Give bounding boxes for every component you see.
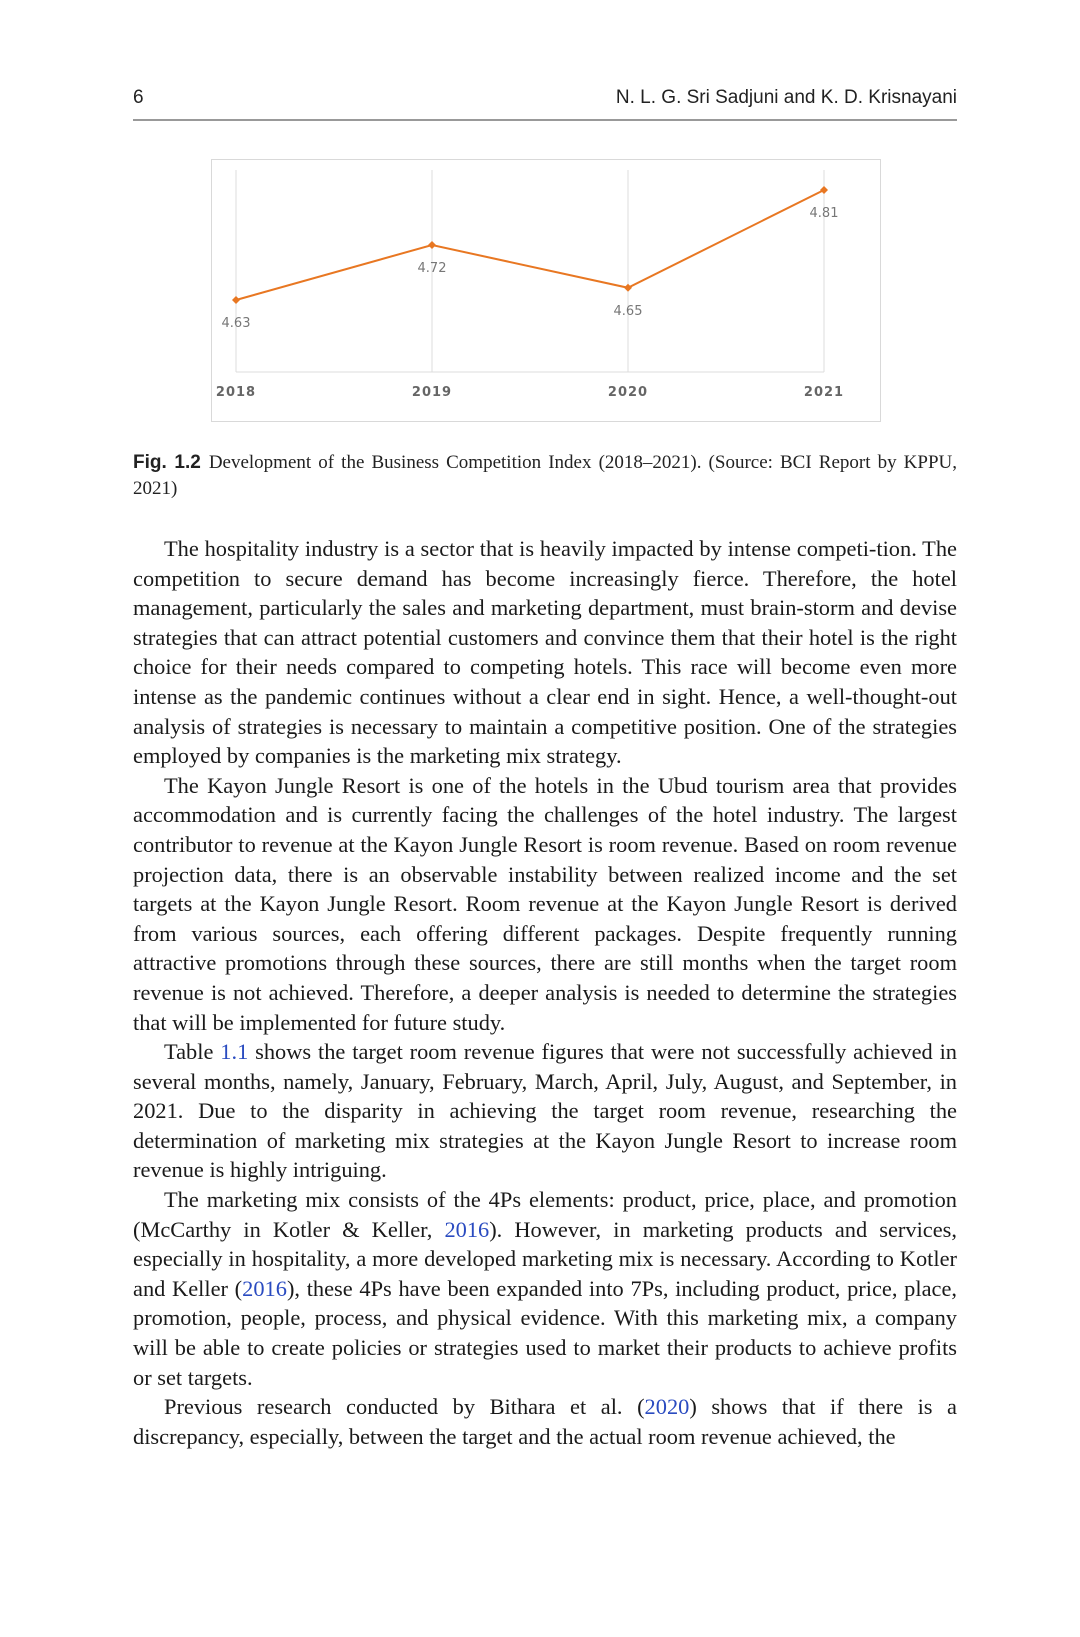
- citation-link[interactable]: 2016: [444, 1216, 490, 1242]
- data-label: 4.65: [613, 303, 643, 319]
- page-number: 6: [133, 87, 144, 108]
- running-head: [133, 82, 957, 114]
- citation-link[interactable]: 2016: [242, 1275, 287, 1301]
- data-label: 4.81: [809, 206, 839, 221]
- paragraph-text: The Kayon Jungle Resort is one of the hotels in the Ubud tourism area that provides accommodation and is currently facing the challenges of the hotel industry. The largest contributor to revenue at the Kayon Jungle Resort is room revenue. Based on room revenue projection data, there is an observable instability between realized income and the set targets at the Kayon Jungle Resort. Room revenue at the Kayon Jungle Resort is derived from various sources, each offering different packages. Despite frequently running attractive promotions through these sources, there are still months when the target room revenue is not achieved. Therefore, a deeper analysis is needed to determine the strategies that will be implemented for future study.: [133, 772, 957, 1035]
- paragraph-text: ) shows that if there is a discrepancy, especially, between the target and the actual room revenue achieved, the: [133, 1394, 958, 1449]
- paragraph-text: ). However, in marketing products and services, especially in hospitality, a more developed marketing mix is necessary. According to Kotler and Keller (: [133, 1216, 957, 1301]
- data-point: [624, 284, 632, 292]
- data-label: 4.63: [221, 316, 251, 331]
- paragraph-text: The hospitality industry is a sector that is heavily impacted by intense competi-tion. The competition to secure demand has become increasingly fierce. Therefore, the hotel management, particularly the sales and marketing department, must brain-storm and devise strategies that can attract potential customers and convince them that their hotel is the right choice for their needs compared to competing hotels. This race will become even more intense as the pandemic continues without a clear end in sight. Hence, a well-thought-out analysis of strategies is necessary to maintain a competitive position. One of the strategies employed by companies is the marketing mix strategy.: [133, 536, 957, 769]
- citation-link[interactable]: 1.1: [220, 1039, 249, 1065]
- data-point: [820, 186, 828, 194]
- paragraph-text: Previous research conducted by Bithara et al. (: [164, 1394, 645, 1420]
- paragraph-text: ), these 4Ps have been expanded into 7Ps, including product, price, place, promotion, people, process, and physical evidence. With this marketing mix, a company will be able to create policies or strategies used to market their products to achieve profits or set targets.: [133, 1275, 957, 1390]
- x-tick-label: 2018: [215, 385, 257, 400]
- body-text: [133, 534, 957, 1451]
- figure-chart: [211, 159, 881, 422]
- x-tick-label: 2019: [411, 385, 453, 400]
- data-point: [428, 241, 436, 249]
- x-tick-label: 2020: [607, 385, 649, 400]
- data-point: [232, 296, 240, 304]
- data-label: 4.72: [417, 261, 447, 276]
- paragraph: [133, 1185, 957, 1392]
- paragraph: [133, 1037, 957, 1185]
- figure-caption: [133, 450, 957, 502]
- running-head-authors: N. L. G. Sri Sadjuni and K. D. Krisnayani: [615, 87, 957, 108]
- figure-caption-text: Development of the Business Competition Index (2018–2021). (Source: BCI Report by KPPU, 2021): [133, 452, 957, 499]
- paragraph-text: Table: [164, 1039, 221, 1065]
- figure-label: Fig. 1.2: [133, 452, 201, 473]
- header-rule: [133, 119, 957, 121]
- line-chart: [212, 160, 882, 423]
- x-tick-label: 2021: [803, 385, 845, 400]
- series-line: [236, 190, 824, 300]
- citation-link[interactable]: 2020: [644, 1394, 690, 1420]
- paragraph-text: shows the target room revenue figures that were not successfully achieved in several months, namely, January, February, March, April, July, August, and September, in 2021. Due to the disparity in achieving the target room revenue, researching the determination of marketing mix strategies at the Kayon Jungle Resort to increase room revenue is highly intriguing.: [133, 1039, 957, 1183]
- paragraph: [133, 771, 957, 1037]
- paragraph: [133, 534, 957, 771]
- paragraph: [133, 1392, 957, 1451]
- paragraph-text: The marketing mix consists of the 4Ps elements: product, price, place, and promotion (McCarthy in Kotler & Keller,: [133, 1187, 957, 1242]
